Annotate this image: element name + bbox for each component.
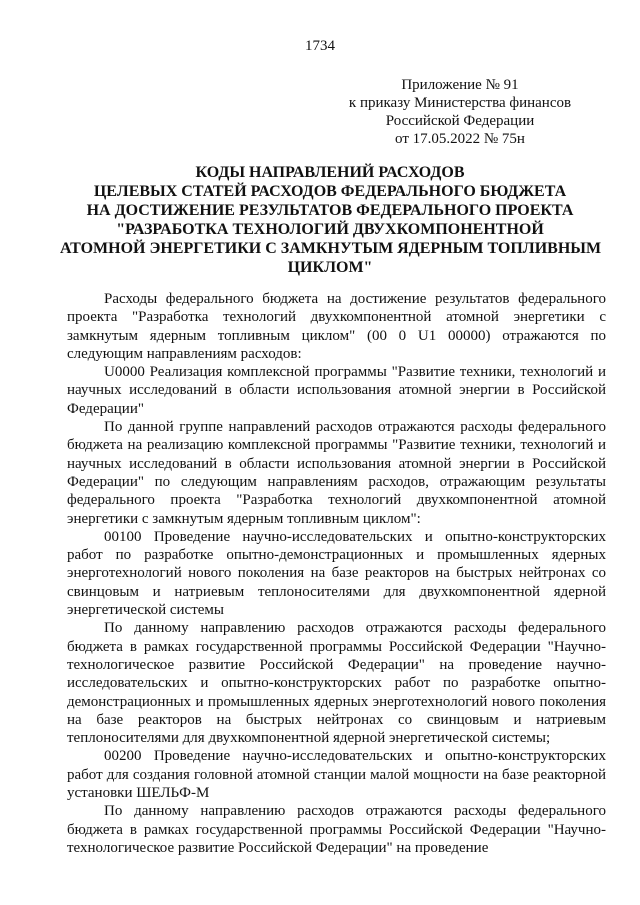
title-line: ЦИКЛОМ": [287, 259, 373, 276]
document-title: [60, 163, 600, 277]
appendix-order-ref: к приказу Министерства финансов: [348, 95, 572, 111]
document-body: [67, 290, 606, 857]
code-00200-heading: 00200 Проведение научно-исследовательских и опытно-конструкторских работ для создания головной атомной станции малой мощности на базе реакторной установки ШЕЛЬФ-М: [67, 748, 606, 802]
intro-paragraph: Расходы федерального бюджета на достижение результатов федерального проекта "Разработка технологий двухкомпонентной атомной энергетики с замкнутым ядерным топливным циклом" (00 0 U1 00000) отражаются по следующим направлениям расходов:: [67, 291, 606, 362]
appendix-date: от 17.05.2022 № 75н: [395, 131, 525, 147]
code-00100-heading: 00100 Проведение научно-исследовательских и опытно-конструкторских работ по разработке опытно-демонстрационных и промышленных ядерных энерготехнологий нового поколения на базе реакторов на быстрых нейтронах со свинцовым и натриевым теплоносителями для двухкомпонентной ядерной энергетической системы: [67, 528, 606, 619]
appendix-country: Российской Федерации: [385, 113, 535, 129]
page-number: 1734: [305, 38, 335, 54]
title-line: КОДЫ НАПРАВЛЕНИЙ РАСХОДОВ: [195, 164, 465, 181]
code-u0000-heading: U0000 Реализация комплексной программы "Развитие техники, технологий и научных исследований в области использования атомной энергии в Российской Федерации": [67, 364, 606, 417]
code-u0000-description: По данной группе направлений расходов отражаются расходы федерального бюджета на реализацию комплексной программы "Развитие техники, технологий и научных исследований в области использования атомной энергии в Российской Федерации" по следующим направлениям расходов, отражающим результаты федерального проекта "Разработка технологий двухкомпонентной атомной энергетики с замкнутым ядерным топливным циклом":: [67, 419, 606, 527]
title-line: "РАЗРАБОТКА ТЕХНОЛОГИЙ ДВУХКОМПОНЕНТНОЙ: [116, 221, 544, 238]
title-line: НА ДОСТИЖЕНИЕ РЕЗУЛЬТАТОВ ФЕДЕРАЛЬНОГО ПРОЕКТА: [86, 202, 574, 219]
title-line: ЦЕЛЕВЫХ СТАТЕЙ РАСХОДОВ ФЕДЕРАЛЬНОГО БЮДЖЕТА: [93, 183, 567, 200]
title-line: АТОМНОЙ ЭНЕРГЕТИКИ С ЗАМКНУТЫМ ЯДЕРНЫМ ТОПЛИВНЫМ: [60, 240, 602, 257]
appendix-block: [330, 76, 590, 148]
code-00200-description: По данному направлению расходов отражаются расходы федерального бюджета в рамках государственной программы Российской Федерации "Научно-технологическое развитие Российской Федерации" на проведение: [67, 803, 606, 856]
code-00100-description: По данному направлению расходов отражаются расходы федерального бюджета в рамках государственной программы Российской Федерации "Научно-технологическое развитие Российской Федерации" на проведение научно-исследовательских и опытно-конструкторских работ по разработке опытно-демонстрационных и промышленных ядерных энерготехнологий нового поколения на базе реакторов на быстрых нейтронах со свинцовым и натриевым теплоносителями для двухкомпонентной ядерной энергетической системы;: [67, 620, 606, 747]
appendix-number: Приложение № 91: [401, 77, 519, 93]
